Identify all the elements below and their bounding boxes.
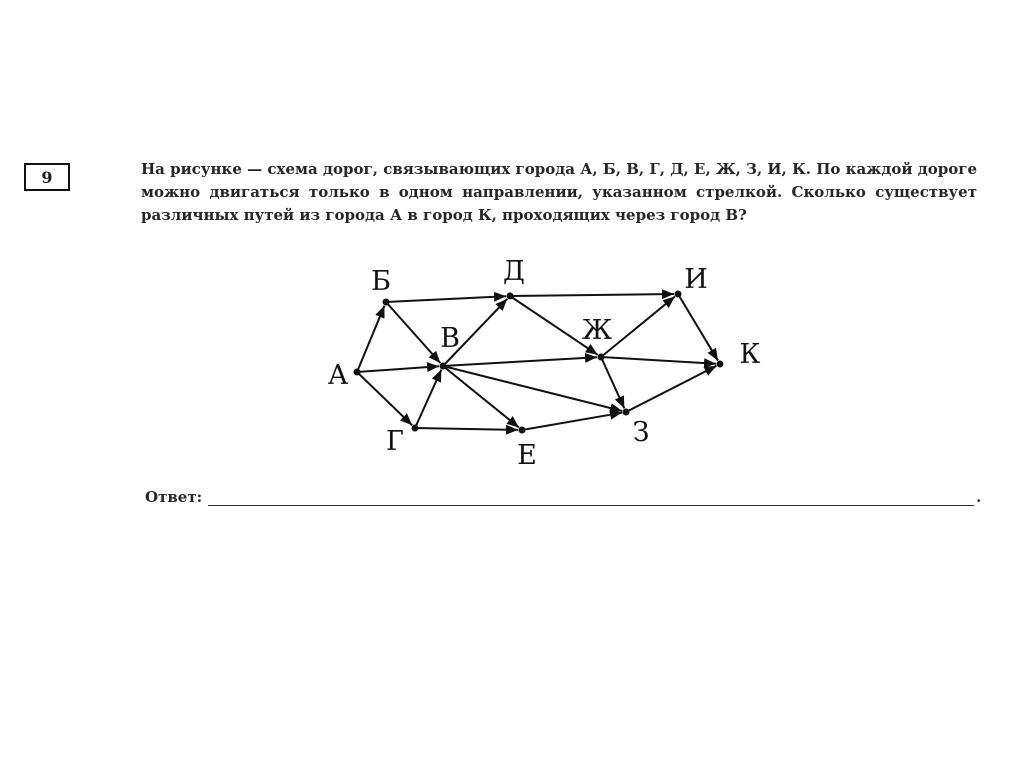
node-Z bbox=[623, 409, 630, 416]
edge-D-I bbox=[510, 294, 674, 296]
node-I bbox=[675, 291, 682, 298]
node-K bbox=[717, 361, 724, 368]
node-B bbox=[383, 299, 390, 306]
edge-G-V bbox=[415, 370, 441, 428]
answer-row bbox=[145, 488, 981, 506]
node-E bbox=[519, 427, 526, 434]
edge-E-Z bbox=[522, 413, 622, 430]
node-label-B: Б bbox=[371, 266, 391, 297]
task-text: На рисунке — схема дорог, связывающих города А, Б, В, Г, Д, Е, Ж, З, И, К. По каждой дороге можно двигаться только в одном направлении, указанном стрелкой. Сколько существует различных путей из города А в город К, проходящих через город В? bbox=[141, 160, 977, 224]
edge-B-V bbox=[386, 302, 440, 363]
edge-G-E bbox=[415, 428, 518, 430]
edge-Z-K bbox=[626, 366, 716, 412]
node-label-Zh: Ж bbox=[581, 315, 613, 346]
node-label-G: Г bbox=[386, 426, 404, 457]
answer-input-line[interactable] bbox=[208, 489, 974, 506]
node-D bbox=[507, 293, 514, 300]
edge-V-Zh bbox=[443, 357, 597, 366]
task-number-box: 9 bbox=[24, 163, 70, 191]
edge-Zh-K bbox=[601, 357, 716, 364]
node-label-V: В bbox=[440, 323, 460, 354]
answer-label: Ответ: bbox=[145, 488, 203, 506]
node-label-A: А bbox=[327, 360, 349, 391]
edge-A-V bbox=[357, 366, 439, 372]
edge-A-G bbox=[357, 372, 412, 425]
node-G bbox=[412, 425, 419, 432]
node-V bbox=[440, 363, 447, 370]
edge-A-B bbox=[357, 306, 384, 372]
node-A bbox=[354, 369, 361, 376]
edge-I-K bbox=[678, 294, 718, 361]
edge-Zh-Z bbox=[601, 357, 624, 408]
node-label-D: Д bbox=[503, 256, 525, 287]
answer-end-dot: . bbox=[976, 488, 982, 506]
node-label-K: К bbox=[739, 339, 761, 370]
node-Zh bbox=[598, 354, 605, 361]
edge-B-D bbox=[386, 296, 506, 302]
node-label-E: Е bbox=[517, 440, 537, 471]
node-label-I: И bbox=[684, 264, 708, 295]
node-label-Z: З bbox=[632, 417, 650, 448]
